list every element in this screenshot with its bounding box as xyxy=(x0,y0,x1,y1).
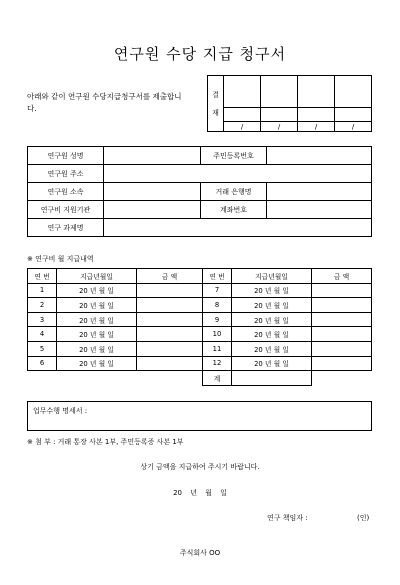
table-row xyxy=(28,312,372,327)
row-number: 7 xyxy=(203,283,232,298)
row-number: 11 xyxy=(203,341,232,356)
label-name: 연구원 성명 xyxy=(28,147,104,165)
company-name: 주식회사 OO xyxy=(179,549,221,557)
label-bank: 거래 은행명 xyxy=(201,183,267,201)
payment-table xyxy=(27,268,372,386)
field-support-org[interactable] xyxy=(104,201,201,219)
approval-sign-cell[interactable] xyxy=(335,108,372,122)
amount-cell[interactable] xyxy=(312,312,372,327)
table-row xyxy=(28,341,372,356)
amount-cell[interactable] xyxy=(137,298,203,313)
payment-date-cell[interactable]: 20 년 월 일 xyxy=(232,341,312,356)
approval-date-slot: / xyxy=(335,122,372,132)
approval-cell[interactable] xyxy=(298,76,335,108)
field-name[interactable] xyxy=(104,147,201,165)
amount-cell[interactable] xyxy=(312,341,372,356)
header-date: 지급년월일 xyxy=(57,269,137,284)
blank-cell xyxy=(28,371,57,386)
payment-date-cell[interactable]: 20 년 월 일 xyxy=(57,341,137,356)
approval-cell[interactable] xyxy=(261,76,298,108)
approval-date-slot: / xyxy=(298,122,335,132)
header-no: 연 번 xyxy=(28,269,57,284)
amount-cell[interactable] xyxy=(312,327,372,342)
amount-cell[interactable] xyxy=(137,312,203,327)
payment-date-cell[interactable]: 20 년 월 일 xyxy=(232,356,312,371)
researcher-info-table xyxy=(27,146,372,237)
approval-sign-cell[interactable] xyxy=(298,108,335,122)
amount-cell[interactable] xyxy=(312,356,372,371)
label-account: 계좌번호 xyxy=(201,201,267,219)
payment-date-cell[interactable]: 20 년 월 일 xyxy=(57,298,137,313)
approval-date-slot: / xyxy=(224,122,261,132)
label-affiliation: 연구원 소속 xyxy=(28,183,104,201)
header-amount: 금 액 xyxy=(137,269,203,284)
task-description-box[interactable] xyxy=(27,401,372,431)
payment-date-cell[interactable]: 20 년 월 일 xyxy=(57,283,137,298)
total-label: 계 xyxy=(203,371,232,386)
row-number: 12 xyxy=(203,356,232,371)
intro-text: 아래와 같이 연구원 수당지급청구서를 제출합니다. xyxy=(27,92,182,113)
row-number: 8 xyxy=(203,298,232,313)
total-amount-cell[interactable] xyxy=(232,371,312,386)
approval-cell[interactable] xyxy=(335,76,372,108)
row-number: 2 xyxy=(28,298,57,313)
seal-mark: (인) xyxy=(357,514,370,522)
header-no: 연 번 xyxy=(203,269,232,284)
table-row xyxy=(28,327,372,342)
payment-date-cell[interactable]: 20 년 월 일 xyxy=(57,327,137,342)
closing-text: 상기 금액을 지급하여 주시기 바랍니다. xyxy=(140,463,260,471)
approval-sign-cell[interactable] xyxy=(261,108,298,122)
payment-date-cell[interactable]: 20 년 월 일 xyxy=(232,327,312,342)
row-number: 5 xyxy=(28,341,57,356)
table-row xyxy=(28,298,372,313)
approval-box xyxy=(207,75,372,132)
label-support-org: 연구비 지원기관 xyxy=(28,201,104,219)
amount-cell[interactable] xyxy=(137,283,203,298)
attachment-note: ※ 첨 부 : 거래 통장 사본 1부, 주민등록증 사본 1부 xyxy=(27,438,184,446)
row-number: 9 xyxy=(203,312,232,327)
field-bank[interactable] xyxy=(267,183,372,201)
payment-date-cell[interactable]: 20 년 월 일 xyxy=(232,298,312,313)
payment-date-cell[interactable]: 20 년 월 일 xyxy=(232,283,312,298)
label-rrn: 주민등록번호 xyxy=(201,147,267,165)
approval-sign-cell[interactable] xyxy=(224,108,261,122)
table-row xyxy=(28,283,372,298)
date-line: 20 년 월 일 xyxy=(173,489,227,497)
memo-label: 업무수행 명세서 : xyxy=(33,407,88,415)
row-number: 1 xyxy=(28,283,57,298)
row-number: 10 xyxy=(203,327,232,342)
row-number: 4 xyxy=(28,327,57,342)
amount-cell[interactable] xyxy=(312,283,372,298)
amount-cell[interactable] xyxy=(312,298,372,313)
payment-date-cell[interactable]: 20 년 월 일 xyxy=(57,356,137,371)
approval-label: 결 재 xyxy=(208,76,224,132)
document-title: 연구원 수당 지급 청구서 xyxy=(113,45,287,63)
header-date: 지급년월일 xyxy=(232,269,312,284)
blank-cell xyxy=(312,371,372,386)
field-address[interactable] xyxy=(104,165,372,183)
amount-cell[interactable] xyxy=(137,356,203,371)
field-project[interactable] xyxy=(104,219,372,237)
amount-cell[interactable] xyxy=(137,327,203,342)
payment-section-label: ※ 연구비 월 지급내역 xyxy=(27,255,94,263)
label-address: 연구원 주소 xyxy=(28,165,104,183)
header-amount: 금 액 xyxy=(312,269,372,284)
field-rrn[interactable] xyxy=(267,147,372,165)
payment-date-cell[interactable]: 20 년 월 일 xyxy=(232,312,312,327)
total-row xyxy=(28,371,372,386)
payment-date-cell[interactable]: 20 년 월 일 xyxy=(57,312,137,327)
blank-cell xyxy=(137,371,203,386)
table-row xyxy=(28,356,372,371)
row-number: 3 xyxy=(28,312,57,327)
blank-cell xyxy=(57,371,137,386)
payment-header-row xyxy=(28,269,372,284)
field-affiliation[interactable] xyxy=(104,183,201,201)
responsible-label: 연구 책임자 : xyxy=(267,514,308,522)
approval-date-slot: / xyxy=(261,122,298,132)
approval-cell[interactable] xyxy=(224,76,261,108)
row-number: 6 xyxy=(28,356,57,371)
amount-cell[interactable] xyxy=(137,341,203,356)
field-account[interactable] xyxy=(267,201,372,219)
label-project: 연구 과제명 xyxy=(28,219,104,237)
